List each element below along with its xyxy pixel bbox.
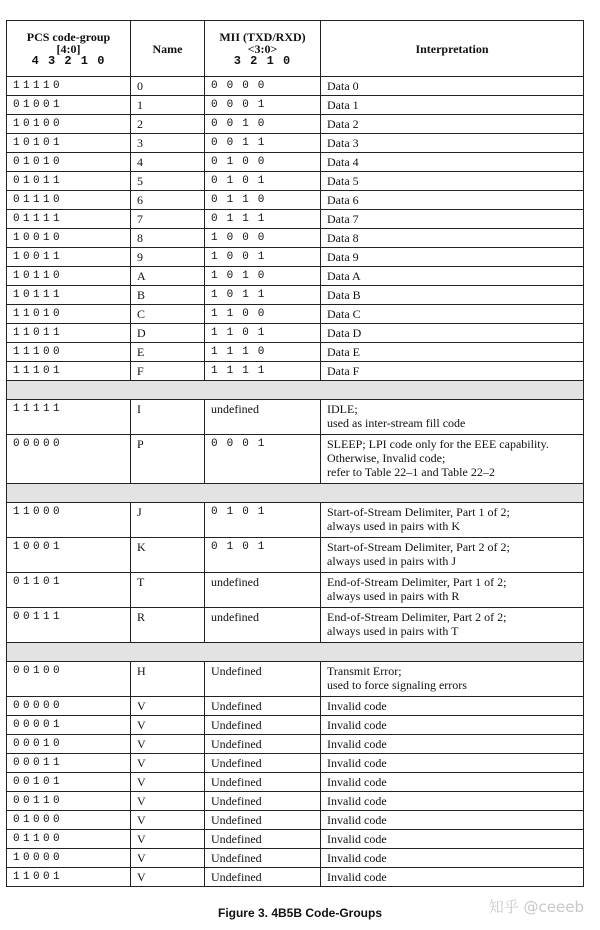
mii-cell: 1011 (205, 286, 321, 305)
interpretation-line: Data A (327, 269, 361, 283)
name-cell: T (131, 573, 205, 608)
interpretation-cell (321, 362, 584, 381)
table-row (7, 662, 584, 697)
interpretation-line: Data B (327, 288, 361, 302)
mii-cell: 1100 (205, 305, 321, 324)
mii-cell: 0011 (205, 134, 321, 153)
interpretation-line: Data 7 (327, 212, 359, 226)
name-cell: 1 (131, 96, 205, 115)
table-row (7, 77, 584, 96)
pcs-code-cell: 11110 (7, 77, 131, 96)
interpretation-cell (321, 849, 584, 868)
interpretation-line: IDLE; (327, 402, 358, 416)
interpretation-cell (321, 324, 584, 343)
interpretation-cell (321, 735, 584, 754)
table-row (7, 868, 584, 887)
interpretation-line: Start-of-Stream Delimiter, Part 1 of 2; (327, 505, 510, 519)
table-row (7, 538, 584, 573)
mii-cell: Undefined (205, 697, 321, 716)
table-row (7, 735, 584, 754)
interpretation-cell (321, 153, 584, 172)
table-row (7, 811, 584, 830)
name-cell: D (131, 324, 205, 343)
interpretation-line: Data C (327, 307, 361, 321)
table-row (7, 503, 584, 538)
interpretation-cell (321, 134, 584, 153)
pcs-code-cell: 10001 (7, 538, 131, 573)
name-cell: 8 (131, 229, 205, 248)
mii-cell: 0101 (205, 503, 321, 538)
watermark: 知乎 @ceeeb (488, 898, 584, 916)
name-cell: 9 (131, 248, 205, 267)
table-row (7, 305, 584, 324)
mii-cell: Undefined (205, 849, 321, 868)
mii-cell: 0111 (205, 210, 321, 229)
interpretation-line: SLEEP; LPI code only for the EEE capability. (327, 437, 549, 451)
pcs-code-cell: 00110 (7, 792, 131, 811)
pcs-code-cell: 00101 (7, 773, 131, 792)
pcs-code-cell: 01000 (7, 811, 131, 830)
table-row (7, 830, 584, 849)
interpretation-header: Interpretation (321, 21, 584, 77)
pcs-code-cell: 10110 (7, 267, 131, 286)
table-row (7, 172, 584, 191)
pcs-code-cell: 00100 (7, 662, 131, 697)
separator-cell (7, 643, 584, 662)
mii-cell: Undefined (205, 811, 321, 830)
interpretation-line: Data 5 (327, 174, 359, 188)
table-row (7, 792, 584, 811)
name-cell: F (131, 362, 205, 381)
interpretation-line: Data F (327, 364, 360, 378)
code-group-table (6, 20, 584, 887)
interpretation-cell (321, 77, 584, 96)
pcs-code-cell: 10101 (7, 134, 131, 153)
mii-cell: 0101 (205, 172, 321, 191)
interpretation-cell (321, 503, 584, 538)
name-cell: V (131, 716, 205, 735)
name-cell: V (131, 849, 205, 868)
name-cell: P (131, 435, 205, 484)
interpretation-cell (321, 830, 584, 849)
interpretation-cell (321, 96, 584, 115)
interpretation-line: always used in pairs with J (327, 554, 456, 568)
table-row (7, 286, 584, 305)
table-row (7, 115, 584, 134)
interpretation-line: Invalid code (327, 718, 387, 732)
pcs-code-cell: 00011 (7, 754, 131, 773)
interpretation-cell (321, 538, 584, 573)
interpretation-line: Start-of-Stream Delimiter, Part 2 of 2; (327, 540, 510, 554)
pcs-code-cell: 11101 (7, 362, 131, 381)
pcs-code-group-header: PCS code-group [4:0] 4 3 2 1 0 (7, 21, 131, 77)
interpretation-line: refer to Table 22–1 and Table 22–2 (327, 465, 495, 479)
interpretation-cell (321, 435, 584, 484)
name-cell: V (131, 773, 205, 792)
pcs-code-cell: 10111 (7, 286, 131, 305)
mii-cell: 1110 (205, 343, 321, 362)
name-cell: 2 (131, 115, 205, 134)
table-row (7, 400, 584, 435)
name-cell: R (131, 608, 205, 643)
mii-cell: Undefined (205, 792, 321, 811)
interpretation-line: Data 9 (327, 250, 359, 264)
mii-cell: 0001 (205, 435, 321, 484)
mii-cell: Undefined (205, 830, 321, 849)
table-row (7, 362, 584, 381)
name-cell: V (131, 811, 205, 830)
table-row (7, 153, 584, 172)
name-cell: 7 (131, 210, 205, 229)
table-row (7, 134, 584, 153)
name-cell: E (131, 343, 205, 362)
pcs-code-cell: 00111 (7, 608, 131, 643)
table-row (7, 343, 584, 362)
section-separator (7, 484, 584, 503)
mii-cell: undefined (205, 573, 321, 608)
interpretation-cell (321, 573, 584, 608)
name-cell: A (131, 267, 205, 286)
table-row (7, 697, 584, 716)
mii-cell: 0000 (205, 77, 321, 96)
name-cell: 6 (131, 191, 205, 210)
interpretation-line: used as inter-stream fill code (327, 416, 466, 430)
interpretation-cell (321, 210, 584, 229)
pcs-code-cell: 11000 (7, 503, 131, 538)
table-row (7, 229, 584, 248)
interpretation-line: Data 3 (327, 136, 359, 150)
table-row (7, 248, 584, 267)
interpretation-cell (321, 697, 584, 716)
mii-cell: Undefined (205, 754, 321, 773)
mii-cell: 0001 (205, 96, 321, 115)
interpretation-cell (321, 811, 584, 830)
mii-cell: Undefined (205, 735, 321, 754)
interpretation-line: Invalid code (327, 870, 387, 884)
mii-cell: Undefined (205, 662, 321, 697)
mii-cell: 0010 (205, 115, 321, 134)
separator-cell (7, 381, 584, 400)
interpretation-line: Invalid code (327, 737, 387, 751)
pcs-code-cell: 00001 (7, 716, 131, 735)
name-cell: V (131, 792, 205, 811)
name-cell: C (131, 305, 205, 324)
interpretation-cell (321, 115, 584, 134)
interpretation-line: Invalid code (327, 832, 387, 846)
interpretation-cell (321, 716, 584, 735)
pcs-code-cell: 01101 (7, 573, 131, 608)
interpretation-line: Invalid code (327, 851, 387, 865)
interpretation-cell (321, 191, 584, 210)
name-header: Name (131, 21, 205, 77)
table-row (7, 267, 584, 286)
pcs-code-cell: 11001 (7, 868, 131, 887)
interpretation-line: always used in pairs with K (327, 519, 460, 533)
name-cell: V (131, 697, 205, 716)
table-row (7, 191, 584, 210)
table-body (7, 77, 584, 887)
interpretation-cell (321, 172, 584, 191)
name-cell: V (131, 754, 205, 773)
mii-cell: 0101 (205, 538, 321, 573)
pcs-code-cell: 01100 (7, 830, 131, 849)
interpretation-cell (321, 343, 584, 362)
mii-cell: Undefined (205, 868, 321, 887)
pcs-code-cell: 11100 (7, 343, 131, 362)
section-separator (7, 381, 584, 400)
table-row (7, 716, 584, 735)
interpretation-cell (321, 608, 584, 643)
mii-cell: undefined (205, 608, 321, 643)
name-cell: V (131, 830, 205, 849)
name-cell: I (131, 400, 205, 435)
pcs-code-cell: 10100 (7, 115, 131, 134)
mii-cell: 0100 (205, 153, 321, 172)
table-header-row (7, 21, 584, 77)
mii-header: MII (TXD/RXD) <3:0> 3 2 1 0 (205, 21, 321, 77)
interpretation-line: used to force signaling errors (327, 678, 467, 692)
interpretation-line: always used in pairs with T (327, 624, 459, 638)
separator-cell (7, 484, 584, 503)
pcs-code-cell: 11111 (7, 400, 131, 435)
interpretation-line: Invalid code (327, 794, 387, 808)
mii-cell: 1101 (205, 324, 321, 343)
pcs-code-cell: 01001 (7, 96, 131, 115)
interpretation-line: always used in pairs with R (327, 589, 460, 603)
interpretation-line: End-of-Stream Delimiter, Part 1 of 2; (327, 575, 507, 589)
interpretation-cell (321, 662, 584, 697)
interpretation-line: Invalid code (327, 775, 387, 789)
pcs-code-cell: 11010 (7, 305, 131, 324)
name-cell: H (131, 662, 205, 697)
name-cell: J (131, 503, 205, 538)
table-row (7, 849, 584, 868)
interpretation-cell (321, 868, 584, 887)
section-separator (7, 643, 584, 662)
pcs-code-cell: 01011 (7, 172, 131, 191)
interpretation-cell (321, 773, 584, 792)
mii-cell: 1000 (205, 229, 321, 248)
pcs-code-cell: 10011 (7, 248, 131, 267)
interpretation-line: Data 2 (327, 117, 359, 131)
mii-cell: 1111 (205, 362, 321, 381)
name-cell: 4 (131, 153, 205, 172)
table-row (7, 573, 584, 608)
pcs-code-cell: 01110 (7, 191, 131, 210)
interpretation-line: Data 1 (327, 98, 359, 112)
interpretation-line: Data 8 (327, 231, 359, 245)
interpretation-cell (321, 400, 584, 435)
interpretation-cell (321, 286, 584, 305)
mii-cell: Undefined (205, 773, 321, 792)
interpretation-line: Data 4 (327, 155, 359, 169)
interpretation-line: Transmit Error; (327, 664, 402, 678)
name-cell: V (131, 735, 205, 754)
name-cell: 0 (131, 77, 205, 96)
pcs-code-cell: 01111 (7, 210, 131, 229)
mii-cell: 0110 (205, 191, 321, 210)
table-row (7, 754, 584, 773)
interpretation-line: End-of-Stream Delimiter, Part 2 of 2; (327, 610, 507, 624)
interpretation-line: Data 6 (327, 193, 359, 207)
pcs-code-cell: 00000 (7, 697, 131, 716)
interpretation-line: Data D (327, 326, 362, 340)
name-cell: 3 (131, 134, 205, 153)
pcs-code-cell: 00000 (7, 435, 131, 484)
table-row (7, 324, 584, 343)
pcs-code-cell: 00010 (7, 735, 131, 754)
interpretation-line: Invalid code (327, 699, 387, 713)
interpretation-cell (321, 754, 584, 773)
mii-cell: 1010 (205, 267, 321, 286)
figure-caption: Figure 3. 4B5B Code-Groups (217, 906, 383, 920)
table-row (7, 608, 584, 643)
table-row (7, 773, 584, 792)
interpretation-cell (321, 792, 584, 811)
table-row (7, 210, 584, 229)
mii-cell: 1001 (205, 248, 321, 267)
mii-cell: undefined (205, 400, 321, 435)
interpretation-line: Data 0 (327, 79, 359, 93)
interpretation-cell (321, 229, 584, 248)
pcs-code-cell: 11011 (7, 324, 131, 343)
pcs-code-cell: 10000 (7, 849, 131, 868)
interpretation-cell (321, 248, 584, 267)
interpretation-cell (321, 305, 584, 324)
table-row (7, 96, 584, 115)
pcs-code-cell: 10010 (7, 229, 131, 248)
name-cell: 5 (131, 172, 205, 191)
table-row (7, 435, 584, 484)
interpretation-line: Invalid code (327, 756, 387, 770)
mii-cell: Undefined (205, 716, 321, 735)
name-cell: K (131, 538, 205, 573)
pcs-code-cell: 01010 (7, 153, 131, 172)
name-cell: V (131, 868, 205, 887)
name-cell: B (131, 286, 205, 305)
interpretation-line: Invalid code (327, 813, 387, 827)
interpretation-line: Otherwise, Invalid code; (327, 451, 446, 465)
interpretation-cell (321, 267, 584, 286)
interpretation-line: Data E (327, 345, 360, 359)
